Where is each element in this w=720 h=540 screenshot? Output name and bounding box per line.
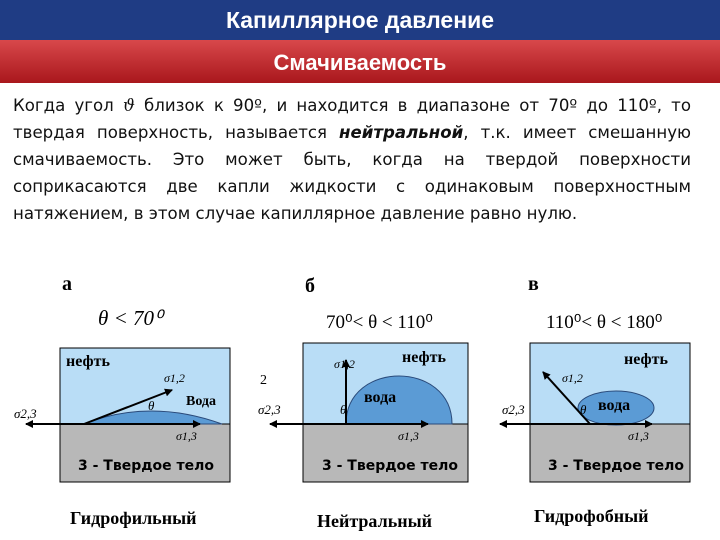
panel-hydrophobic (500, 273, 690, 526)
sigma-12-label: σ1,2 (562, 371, 583, 385)
panel-a-condition: θ < 70⁰ (98, 306, 163, 330)
angle-label: θ (580, 402, 587, 417)
sigma-12-label: σ1,2 (334, 357, 355, 371)
panel-c-caption: Гидрофобный (534, 506, 649, 526)
slide-title: Капиллярное давление (0, 0, 720, 40)
paragraph-part3: , т.к. имеет смешанную смачиваемость. Это может быть, когда на твердой поверхности соприкасаются две капли жидкости с одинаковым поверхностным натяжением, в этом случае капиллярное давление равно нулю. (13, 123, 691, 223)
panel-a-caption: Гидрофильный (70, 508, 197, 528)
oil-label: нефть (402, 349, 446, 366)
angle-label: θ (340, 402, 347, 417)
panel-hydrophilic (14, 273, 230, 528)
sigma-23-label: σ2,3 (14, 406, 37, 421)
oil-label: нефть (66, 353, 110, 370)
slide-subtitle: Смачиваемость (0, 40, 720, 83)
panel-neutral (258, 275, 468, 531)
wetting-diagram (0, 268, 720, 540)
water-label: Вода (186, 394, 217, 409)
sigma-23-label: σ2,3 (502, 402, 525, 417)
sigma-23-label: σ2,3 (258, 402, 281, 417)
sigma-12-label: σ1,2 (164, 371, 185, 385)
panel-b-letter: б (305, 275, 315, 297)
sigma-13-label: σ1,3 (176, 429, 197, 443)
panel-c-letter: в (528, 273, 539, 295)
water-label: вода (364, 389, 397, 406)
panel-c-condition: 110⁰< θ < 180⁰ (546, 312, 663, 333)
sigma-13-label: σ1,3 (398, 429, 419, 443)
angle-label: θ (148, 398, 155, 413)
paragraph-part2: близок к 90º, и находится в диапазоне от 70º до 110º, то твердая поверхность, называется (13, 96, 691, 142)
panel-b-condition: 70⁰< θ < 110⁰ (326, 312, 433, 333)
body-paragraph (13, 92, 691, 227)
angle-symbol: ϑ (122, 96, 135, 115)
solid-label: 3 - Твердое тело (548, 458, 685, 474)
sigma-13-label: σ1,3 (628, 429, 649, 443)
panel-b-caption: Нейтральный (317, 511, 433, 531)
side-number: 2 (260, 373, 267, 388)
panel-a-letter: а (62, 273, 72, 295)
oil-label: нефть (624, 351, 668, 368)
paragraph-part1: Когда угол (13, 96, 123, 115)
paragraph-emphasis: нейтральной (339, 123, 464, 142)
water-label: вода (598, 397, 631, 414)
solid-label: 3 - Твердое тело (78, 458, 215, 474)
solid-label: 3 - Твердое тело (322, 458, 459, 474)
